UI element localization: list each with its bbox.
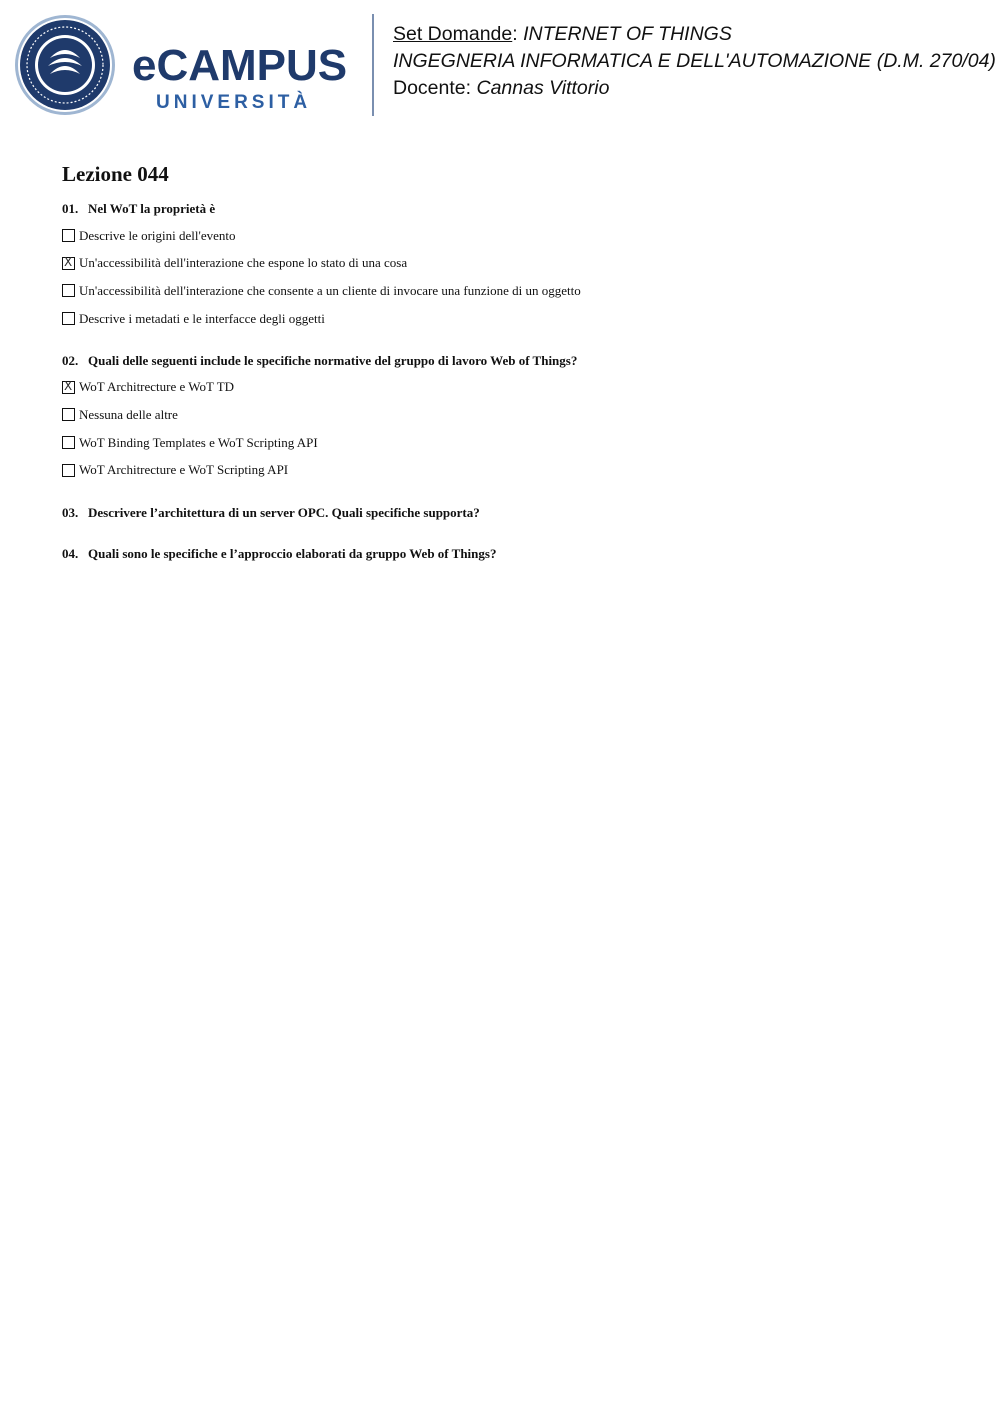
question-02 [62, 353, 962, 480]
option-label: WoT Binding Templates e WoT Scripting API [79, 434, 318, 450]
svg-text:UNIVERSITÀ: UNIVERSITÀ [156, 92, 312, 112]
question-text: Descrivere l’architettura di un server OPC. Quali specifiche supporta? [88, 504, 480, 520]
question-text: Nel WoT la proprietà è [88, 201, 216, 216]
question-number: 01. [62, 201, 79, 216]
question-04 [62, 546, 962, 562]
page-header [0, 0, 1000, 130]
answer-option[interactable] [62, 309, 962, 328]
question-number: 02. [62, 352, 79, 368]
answer-option[interactable] [62, 378, 962, 397]
ecampus-logo [132, 40, 356, 112]
checkbox-checked[interactable] [62, 257, 75, 270]
document-content [62, 162, 962, 571]
lesson-title: Lezione 044 [62, 162, 169, 186]
question-heading [62, 353, 962, 369]
checkbox[interactable] [62, 464, 75, 477]
answer-option[interactable] [62, 254, 962, 273]
option-label: Nessuna delle altre [79, 406, 178, 422]
question-heading [62, 505, 962, 521]
question-text: Quali sono le specifiche e l’approccio elaborati da gruppo Web of Things? [88, 545, 497, 561]
question-number: 03. [62, 504, 79, 520]
checkbox[interactable] [62, 229, 75, 242]
teacher-line [393, 75, 996, 102]
header-divider [372, 14, 374, 116]
option-label: Descrive le origini dell'evento [79, 227, 236, 243]
svg-text:eCAMPUS: eCAMPUS [132, 41, 348, 90]
answer-option[interactable] [62, 433, 962, 452]
teacher-name: Cannas Vittorio [476, 77, 610, 99]
set-value: INTERNET OF THINGS [523, 23, 732, 45]
option-label: WoT Architrecture e WoT TD [79, 379, 235, 395]
option-label: Un'accessibilità dell'interazione che consente a un cliente di invocare una funzione di un oggetto [79, 282, 581, 298]
question-text: Quali delle seguenti include le specifiche normative del gruppo di lavoro Web of Things? [88, 352, 578, 368]
answer-option[interactable] [62, 281, 962, 300]
question-03 [62, 505, 962, 521]
checkbox[interactable] [62, 436, 75, 449]
answer-option[interactable] [62, 461, 962, 480]
answer-option[interactable] [62, 226, 962, 245]
option-label: Un'accessibilità dell'interazione che espone lo stato di una cosa [79, 255, 408, 271]
answer-option[interactable] [62, 405, 962, 424]
option-label: Descrive i metadati e le interfacce degli oggetti [79, 310, 325, 326]
university-seal-icon [14, 14, 116, 116]
teacher-label: Docente: [393, 77, 472, 99]
question-number: 04. [62, 545, 79, 561]
program-name: INGEGNERIA INFORMATICA E DELL'AUTOMAZIONE (D.M. 270/04) [393, 50, 996, 72]
checkbox-checked[interactable] [62, 381, 75, 394]
checkbox[interactable] [62, 284, 75, 297]
course-meta [393, 21, 996, 102]
question-01 [62, 201, 962, 328]
checkbox[interactable] [62, 408, 75, 421]
option-label: WoT Architrecture e WoT Scripting API [79, 462, 289, 478]
program-line [393, 48, 996, 75]
question-heading [62, 546, 962, 562]
checkbox[interactable] [62, 312, 75, 325]
set-line: Set Domande: INTERNET OF THINGS [393, 23, 732, 45]
question-heading [62, 201, 962, 217]
set-label: Set Domande [393, 23, 513, 45]
